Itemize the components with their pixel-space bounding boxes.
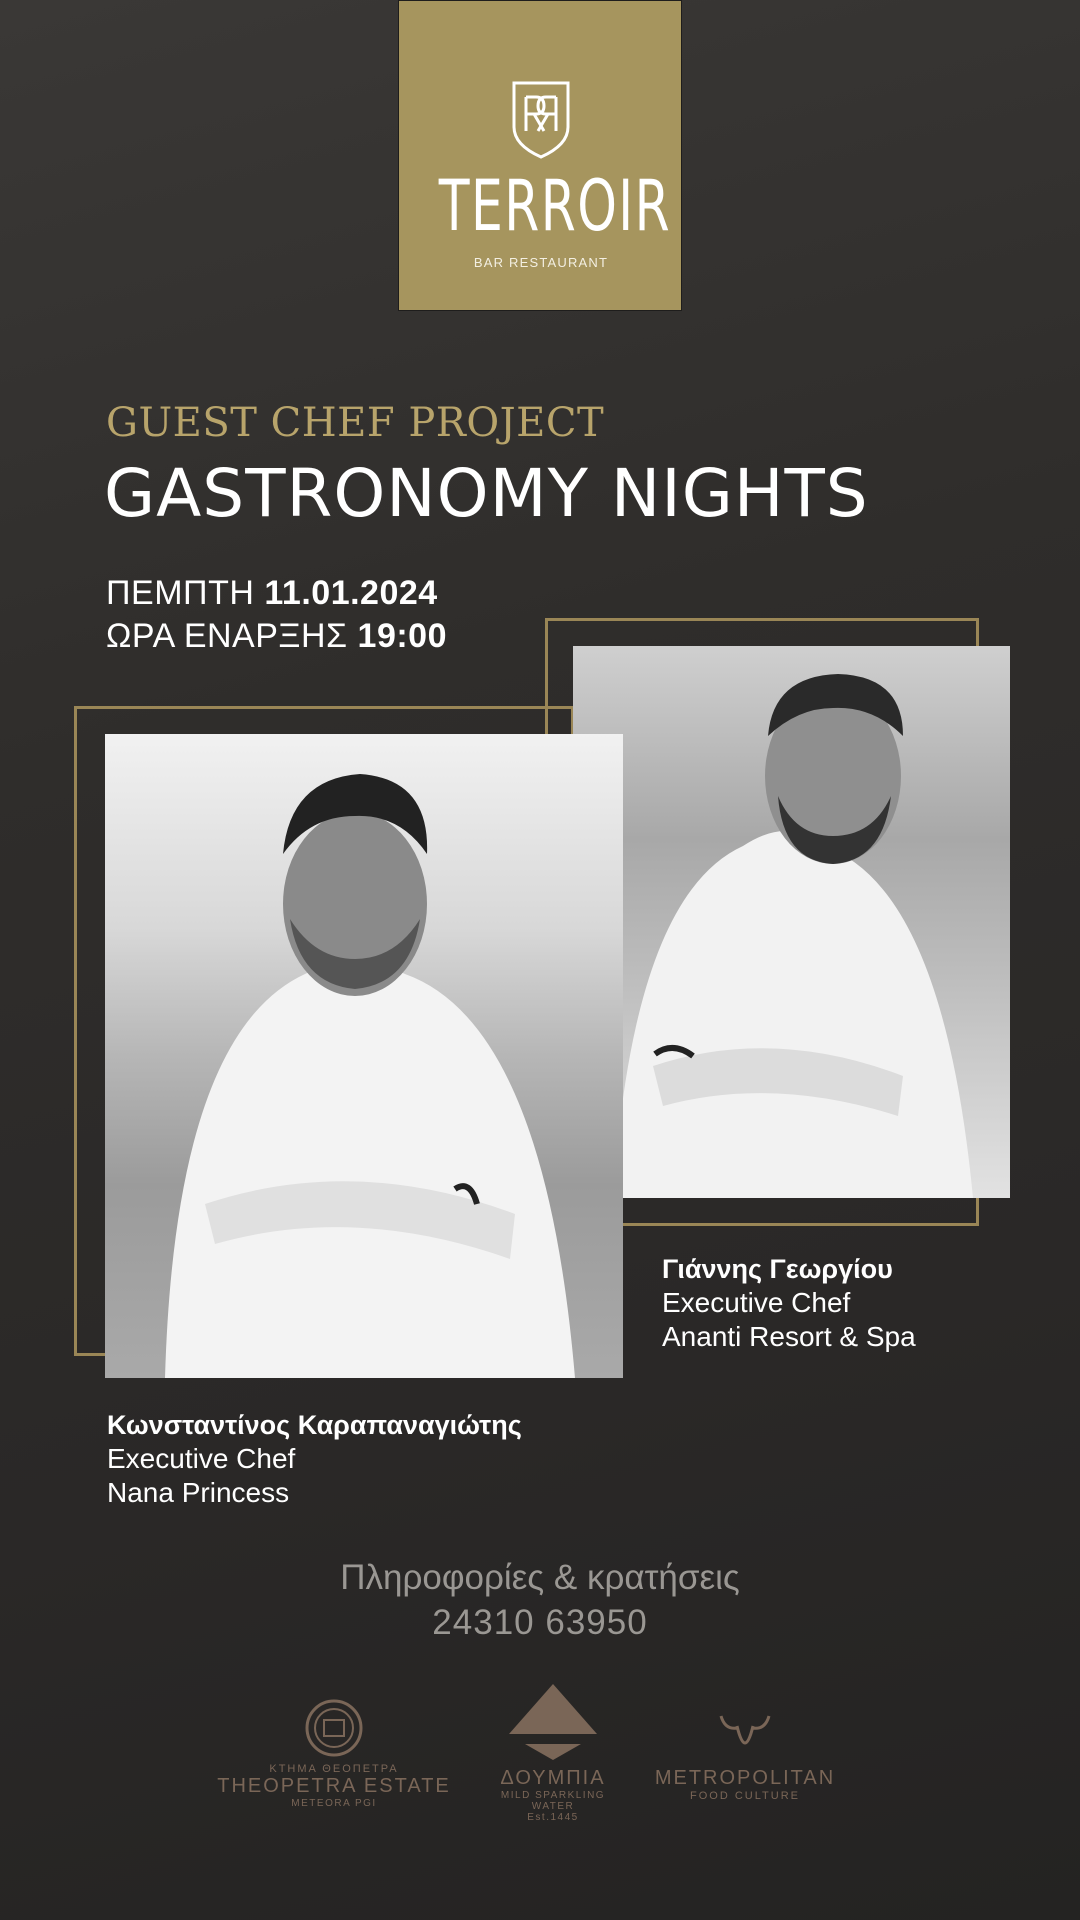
sponsor-line1: METROPOLITAN	[654, 1767, 836, 1789]
pyramid-logo-icon	[505, 1682, 601, 1762]
contact-phone[interactable]: 24310 63950	[432, 1603, 648, 1642]
sponsor-line2: FOOD CULTURE	[690, 1790, 800, 1802]
sponsor-line1: ΚΤΗΜΑ ΘΕΟΠΕΤΡΑ	[269, 1763, 399, 1775]
event-time	[106, 617, 447, 656]
event-eyebrow: GUEST CHEF PROJECT	[106, 400, 605, 446]
chef-name: Κωνσταντίνος Καραπαναγιώτης	[107, 1410, 522, 1440]
chef-caption-right	[662, 1252, 916, 1354]
bull-head-icon	[715, 1712, 775, 1762]
sponsor-line3: Est.1445	[527, 1812, 579, 1823]
event-date	[106, 574, 438, 613]
brand-logo	[398, 0, 682, 311]
chef-portrait-left	[105, 734, 623, 1378]
chef-venue: Nana Princess	[107, 1477, 290, 1508]
sponsor-line1: ΔΟΥΜΠΙΑ	[500, 1767, 606, 1789]
contact-label: Πληροφορίες & κρατήσεις	[340, 1558, 740, 1597]
chef-photo-right	[573, 646, 1010, 1198]
sponsor-theopetra	[214, 1698, 454, 1809]
chef-photo-left	[105, 734, 623, 1378]
sponsor-line2: THEOPETRA ESTATE	[217, 1775, 451, 1797]
chef-role: Executive Chef	[107, 1443, 296, 1474]
event-title: GASTRONOMY NIGHTS	[104, 455, 869, 532]
chef-role: Executive Chef	[662, 1287, 851, 1318]
time-label: ΩΡΑ ΕΝΑΡΞΗΣ	[106, 617, 358, 655]
chef-name: Γιάννης Γεωργίου	[662, 1254, 893, 1284]
sponsor-metropolitan	[640, 1712, 850, 1802]
sponsor-line3: METEORA PGI	[291, 1798, 377, 1809]
date-value: 11.01.2024	[264, 574, 438, 612]
brand-subtitle: BAR RESTAURANT	[473, 255, 609, 270]
chef-portrait-right	[573, 646, 1010, 1198]
brand-name: TERROIR	[438, 165, 672, 247]
monogram-shield-icon	[510, 79, 572, 159]
date-label: ΠΕΜΠΤΗ	[106, 574, 265, 612]
chef-venue: Ananti Resort & Spa	[662, 1321, 916, 1352]
sponsor-doumpia	[478, 1682, 628, 1823]
chef-caption-left	[107, 1408, 522, 1510]
estate-seal-icon	[304, 1698, 364, 1758]
sponsor-line2: MILD SPARKLING WATER	[500, 1790, 606, 1812]
time-value: 19:00	[357, 617, 447, 655]
